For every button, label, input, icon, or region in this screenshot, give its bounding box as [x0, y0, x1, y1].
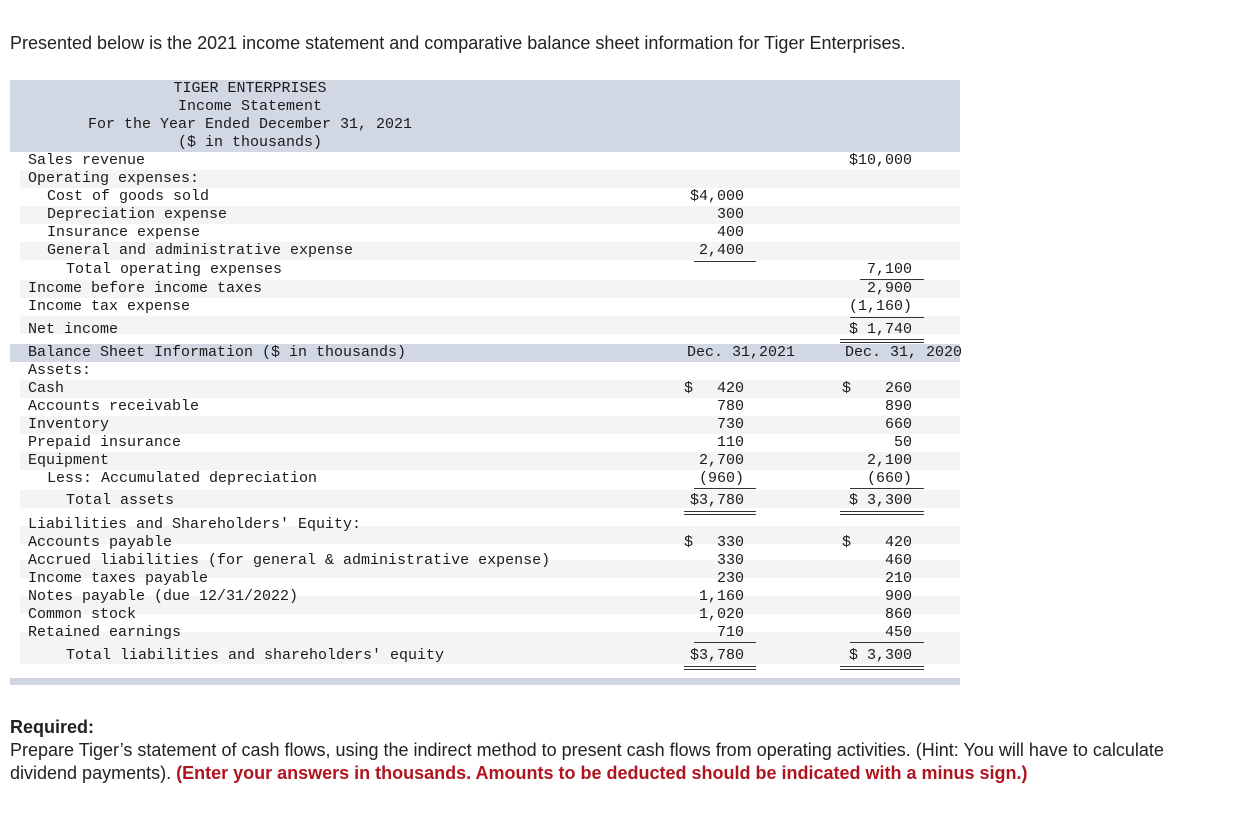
total-opex-value: 7,100 [866, 261, 912, 278]
ar-2021: 780 [716, 398, 744, 415]
insurance-label: Insurance expense [47, 224, 201, 241]
prepaid-2020: 50 [893, 434, 912, 451]
net-income-value: $ 1,740 [848, 321, 912, 338]
notes-row [10, 588, 960, 606]
assets-heading-row [10, 362, 960, 380]
double-underline [840, 339, 924, 343]
prepaid-row [10, 434, 960, 452]
statement-name: Income Statement [177, 98, 323, 115]
retained-earnings-row [10, 624, 960, 642]
statement-units: ($ in thousands) [177, 134, 323, 151]
notes-2020: 900 [884, 588, 912, 605]
inventory-2021: 730 [716, 416, 744, 433]
cash-2020: 260 [884, 380, 912, 397]
depreciation-value: 300 [716, 206, 744, 223]
underline [850, 317, 924, 318]
opex-label: Operating expenses: [28, 170, 200, 187]
ap-2020: 420 [884, 534, 912, 551]
assets-label: Assets: [28, 362, 92, 379]
cash-row [10, 380, 960, 398]
total-assets-2020: $ 3,300 [848, 492, 912, 509]
net-income-row [10, 321, 960, 339]
retained-earnings-2020: 450 [884, 624, 912, 641]
inventory-2020: 660 [884, 416, 912, 433]
accrued-2020: 460 [884, 552, 912, 569]
total-le-2020: $ 3,300 [848, 647, 912, 664]
double-underline [684, 666, 756, 670]
prepaid-2021: 110 [716, 434, 744, 451]
common-stock-row [10, 606, 960, 624]
accrued-2021: 330 [716, 552, 744, 569]
cogs-row [10, 188, 960, 206]
statement-header [10, 80, 960, 152]
total-le-row [10, 647, 960, 665]
total-le-2021: $3,780 [689, 647, 744, 664]
total-le-label: Total liabilities and shareholders' equity [66, 647, 445, 664]
accrued-label: Accrued liabilities (for general & administrative expense) [28, 552, 551, 569]
column-header-2021: Dec. 31,2021 [687, 344, 796, 361]
tax-label: Income tax expense [28, 298, 191, 315]
double-underline [840, 511, 924, 515]
notes-label: Notes payable (due 12/31/2022) [28, 588, 299, 605]
equipment-2020: 2,100 [866, 452, 912, 469]
required-section [10, 716, 1210, 785]
retained-earnings-label: Retained earnings [28, 624, 182, 641]
opex-heading-row [10, 170, 960, 188]
prepaid-label: Prepaid insurance [28, 434, 182, 451]
ap-2021: 330 [716, 534, 744, 551]
sales-value: $10,000 [848, 152, 912, 169]
balance-header-row [10, 344, 963, 362]
cogs-label: Cost of goods sold [47, 188, 210, 205]
total-assets-2021: $3,780 [689, 492, 744, 509]
tax-value: (1,160) [848, 298, 912, 315]
cash-2021-symbol: $ [684, 380, 694, 397]
cogs-value: $4,000 [689, 188, 744, 205]
financial-data-panel [10, 80, 963, 685]
ap-label: Accounts payable [28, 534, 173, 551]
total-opex-label: Total operating expenses [66, 261, 283, 278]
common-stock-label: Common stock [28, 606, 137, 623]
accum-dep-2021: (960) [698, 470, 744, 487]
notes-2021: 1,160 [698, 588, 744, 605]
equipment-2021: 2,700 [698, 452, 744, 469]
intro-text: Presented below is the 2021 income statement and comparative balance sheet information for Tiger Enterprises. [10, 33, 906, 53]
itp-row [10, 570, 960, 588]
ap-2020-symbol: $ [842, 534, 852, 551]
balance-title: Balance Sheet Information ($ in thousands) [28, 344, 407, 361]
cash-2021: 420 [716, 380, 744, 397]
itp-2021: 230 [716, 570, 744, 587]
insurance-value: 400 [716, 224, 744, 241]
liabilities-label: Liabilities and Shareholders' Equity: [28, 516, 362, 533]
sales-label: Sales revenue [28, 152, 146, 169]
insurance-row [10, 224, 960, 242]
underline [850, 642, 924, 643]
equipment-label: Equipment [28, 452, 110, 469]
ibt-value: 2,900 [866, 280, 912, 297]
company-name: TIGER ENTERPRISES [173, 80, 327, 97]
ar-label: Accounts receivable [28, 398, 200, 415]
panel-bottom-bar [10, 678, 960, 685]
ga-value: 2,400 [698, 242, 744, 259]
ap-row [10, 534, 960, 552]
ga-label: General and administrative expense [47, 242, 354, 259]
depreciation-row [10, 206, 960, 224]
cash-label: Cash [28, 380, 65, 397]
itp-2020: 210 [884, 570, 912, 587]
inventory-label: Inventory [28, 416, 110, 433]
accum-dep-label: Less: Accumulated depreciation [47, 470, 318, 487]
ar-2020: 890 [884, 398, 912, 415]
accrued-row [10, 552, 960, 570]
sales-row [10, 152, 960, 170]
required-text: Prepare Tiger’s statement of cash flows, using the indirect method to present cash flows from operating activities. (Hint: You will have to calculate dividend payments). [10, 740, 1164, 783]
ga-row [10, 242, 960, 260]
ap-2021-symbol: $ [684, 534, 694, 551]
underline [694, 642, 756, 643]
ibt-label: Income before income taxes [28, 280, 263, 297]
ar-row [10, 398, 960, 416]
accum-dep-2020: (660) [866, 470, 912, 487]
retained-earnings-2021: 710 [716, 624, 744, 641]
depreciation-label: Depreciation expense [47, 206, 228, 223]
required-title: Required: [10, 717, 95, 737]
statement-period: For the Year Ended December 31, 2021 [87, 116, 413, 133]
total-assets-label: Total assets [66, 492, 175, 509]
column-header-2020: Dec. 31, 2020 [845, 344, 963, 361]
itp-label: Income taxes payable [28, 570, 209, 587]
inventory-row [10, 416, 960, 434]
total-assets-row [10, 492, 960, 510]
cash-2020-symbol: $ [842, 380, 852, 397]
underline [850, 488, 924, 489]
ibt-row [10, 280, 960, 298]
tax-row [10, 298, 960, 316]
total-opex-row [10, 261, 960, 279]
common-stock-2021: 1,020 [698, 606, 744, 623]
required-emphasis: (Enter your answers in thousands. Amounts to be deducted should be indicated with a minus sign.) [176, 763, 1028, 783]
underline [694, 488, 756, 489]
accum-dep-row [10, 470, 960, 488]
double-underline [840, 666, 924, 670]
equipment-row [10, 452, 960, 470]
liabilities-heading-row [10, 516, 960, 534]
common-stock-2020: 860 [884, 606, 912, 623]
double-underline [684, 511, 756, 515]
net-income-label: Net income [28, 321, 119, 338]
